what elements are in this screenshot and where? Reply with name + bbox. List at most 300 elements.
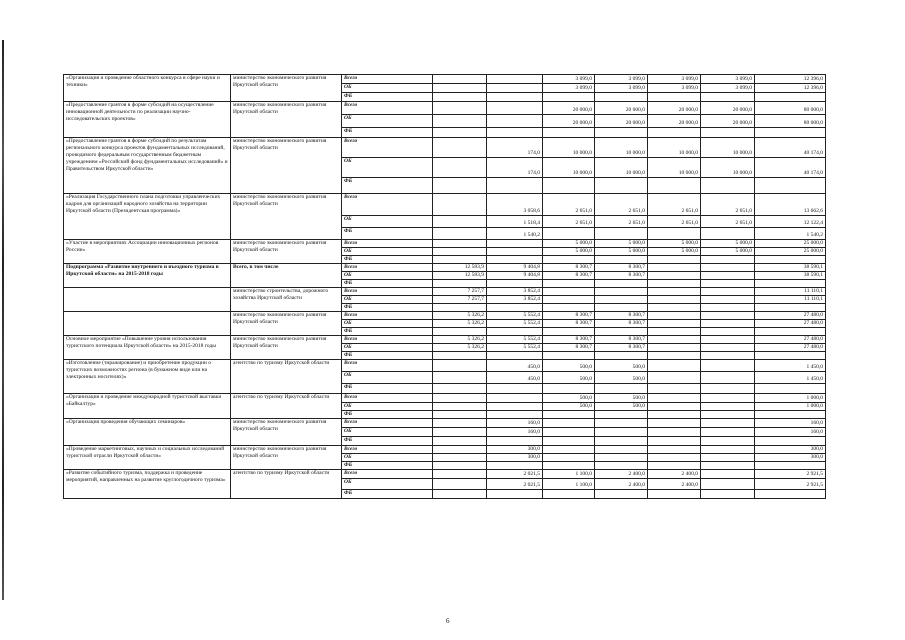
year-value: 300,0 (487, 446, 543, 454)
year-value (543, 93, 595, 102)
year-value (543, 446, 595, 454)
funding-source: ФБ (342, 93, 433, 102)
funding-source: ФБ (342, 328, 433, 336)
year-value (701, 128, 755, 138)
year-value (701, 178, 755, 194)
year-value (543, 178, 595, 194)
year-value: 500,0 (595, 372, 648, 384)
year-value (595, 490, 648, 499)
executor: министерство экономического развития Иркутской области (231, 312, 342, 336)
executor: министерство экономического развития Иркутской области (231, 102, 342, 138)
year-value: 8 300,7 (543, 312, 595, 320)
year-value: 2 651,0 (543, 194, 595, 216)
measure-name: «Организация и проведение областного конкурса в сфере науки и техники» (64, 75, 231, 102)
year-value (701, 446, 755, 454)
year-value (595, 384, 648, 394)
year-value (595, 178, 648, 194)
year-value (543, 280, 595, 288)
year-value: 2 651,0 (648, 194, 701, 216)
year-value (595, 288, 648, 296)
total-value: 300,0 (755, 446, 826, 454)
total-value: 40 174,0 (755, 158, 826, 178)
year-value (595, 437, 648, 446)
year-value (433, 437, 487, 446)
year-value (487, 437, 543, 446)
year-value: 500,0 (595, 360, 648, 372)
year-value: 3 099,0 (701, 84, 755, 93)
year-value (701, 272, 755, 280)
year-value (701, 336, 755, 344)
year-value (648, 264, 701, 272)
table-row (64, 264, 826, 272)
year-value (595, 419, 648, 428)
year-value: 20 000,0 (648, 115, 701, 128)
year-value (701, 384, 755, 394)
year-value (701, 288, 755, 296)
year-value: 2 651,0 (595, 216, 648, 228)
executor: министерство экономического развития Иркутской области (231, 75, 342, 102)
year-value: 8 300,7 (543, 336, 595, 344)
table-body (64, 75, 826, 499)
total-value (755, 411, 826, 419)
year-value (487, 304, 543, 312)
year-value (433, 240, 487, 248)
year-value: 5 326,2 (433, 344, 487, 352)
total-value: 27 480,0 (755, 320, 826, 328)
total-value: 1 000,0 (755, 403, 826, 411)
funding-source: ОБ (342, 454, 433, 462)
year-value (701, 360, 755, 372)
year-value (543, 490, 595, 499)
year-value (701, 304, 755, 312)
funding-source: ФБ (342, 411, 433, 419)
year-value (648, 403, 701, 411)
total-value: 25 000,0 (755, 240, 826, 248)
year-value: 5 552,4 (487, 312, 543, 320)
funding-source: ФБ (342, 304, 433, 312)
year-value: 5 000,0 (543, 248, 595, 256)
year-value (701, 462, 755, 470)
year-value (487, 256, 543, 264)
year-value (543, 454, 595, 462)
executor: министерство экономического развития Иркутской области (231, 138, 342, 194)
year-value (648, 372, 701, 384)
table-row (64, 102, 826, 115)
year-value (595, 328, 648, 336)
funding-source: Всего (342, 75, 433, 84)
year-value: 10 000,0 (701, 158, 755, 178)
year-value: 500,0 (595, 394, 648, 403)
year-value: 2 021,5 (487, 479, 543, 490)
measure-name: «Участие в мероприятиях Ассоциации инновационных регионов России» (64, 240, 231, 264)
year-value: 174,0 (487, 138, 543, 158)
year-value: 10 000,0 (543, 158, 595, 178)
year-value (701, 264, 755, 272)
measure-name: «Проведение маркетинговых, научных и социальных исследований туристской отрасли Иркутской области» (64, 446, 231, 470)
year-value: 450,0 (487, 372, 543, 384)
year-value (701, 454, 755, 462)
year-value (433, 462, 487, 470)
year-value (433, 102, 487, 115)
year-value (648, 360, 701, 372)
year-value: 1 518,4 (487, 216, 543, 228)
year-value: 10 000,0 (543, 138, 595, 158)
funding-source: ФБ (342, 178, 433, 194)
table-row (64, 446, 826, 454)
funding-source: ОБ (342, 428, 433, 437)
year-value: 3 099,0 (648, 84, 701, 93)
year-value (543, 428, 595, 437)
year-value: 3 058,6 (487, 194, 543, 216)
year-value: 300,0 (487, 454, 543, 462)
year-value (701, 296, 755, 304)
total-value: 38 590,1 (755, 272, 826, 280)
table-row (64, 288, 826, 296)
table-row (64, 194, 826, 216)
year-value (648, 336, 701, 344)
year-value (433, 178, 487, 194)
year-value (543, 296, 595, 304)
total-value: 1 540,2 (755, 228, 826, 240)
year-value (595, 256, 648, 264)
executor: министерство экономического развития Иркутской области (231, 240, 342, 264)
year-value (487, 75, 543, 84)
year-value (543, 352, 595, 360)
total-value: 40 174,0 (755, 138, 826, 158)
year-value: 2 400,0 (595, 470, 648, 479)
year-value: 5 326,2 (433, 336, 487, 344)
year-value (701, 372, 755, 384)
funding-source: ОБ (342, 272, 433, 280)
table-row (64, 394, 826, 403)
year-value (433, 384, 487, 394)
year-value: 20 000,0 (543, 102, 595, 115)
total-value (755, 490, 826, 499)
year-value: 8 300,7 (543, 272, 595, 280)
year-value (433, 128, 487, 138)
total-value: 2 921,5 (755, 479, 826, 490)
measure-name: «Развитие событийного туризма, поддержка и проведение мероприятий, направленных на развитие круглогодичного туризма» (64, 470, 231, 499)
year-value (433, 93, 487, 102)
year-value: 8 300,7 (543, 344, 595, 352)
year-value (595, 411, 648, 419)
year-value (433, 394, 487, 403)
year-value (701, 93, 755, 102)
total-value (755, 304, 826, 312)
total-value (755, 462, 826, 470)
measure-name (64, 288, 231, 312)
year-value: 5 000,0 (595, 248, 648, 256)
budget-table (63, 74, 826, 499)
year-value: 3 099,0 (543, 75, 595, 84)
funding-source: Всего (342, 419, 433, 428)
year-value (543, 384, 595, 394)
year-value: 20 000,0 (701, 102, 755, 115)
funding-source: ОБ (342, 403, 433, 411)
year-value: 5 552,4 (487, 320, 543, 328)
year-value (487, 411, 543, 419)
year-value (595, 93, 648, 102)
year-value (487, 115, 543, 128)
funding-source: Всего (342, 312, 433, 320)
year-value: 3 099,0 (701, 75, 755, 84)
funding-source: Всего (342, 288, 433, 296)
year-value (433, 411, 487, 419)
year-value (543, 437, 595, 446)
total-value: 1 450,0 (755, 372, 826, 384)
year-value: 500,0 (543, 394, 595, 403)
year-value (543, 462, 595, 470)
year-value (433, 490, 487, 499)
year-value (433, 194, 487, 216)
year-value: 3 099,0 (648, 75, 701, 84)
executor: агентство по туризму Иркутской области (231, 470, 342, 499)
year-value: 500,0 (543, 372, 595, 384)
funding-source: ФБ (342, 228, 433, 240)
year-value (433, 479, 487, 490)
year-value (487, 240, 543, 248)
year-value (595, 304, 648, 312)
year-value: 8 300,7 (595, 272, 648, 280)
table-row (64, 336, 826, 344)
year-value (701, 403, 755, 411)
year-value: 5 326,2 (433, 312, 487, 320)
year-value (433, 256, 487, 264)
year-value (701, 280, 755, 288)
funding-source: ОБ (342, 479, 433, 490)
year-value: 7 257,7 (433, 296, 487, 304)
executor: Всего, в том числе (231, 264, 342, 288)
year-value (433, 446, 487, 454)
funding-source: Всего (342, 102, 433, 115)
year-value (648, 394, 701, 403)
year-value (595, 228, 648, 240)
year-value (487, 394, 543, 403)
year-value: 5 000,0 (701, 248, 755, 256)
funding-source: Всего (342, 336, 433, 344)
year-value (648, 384, 701, 394)
year-value (487, 490, 543, 499)
year-value: 3 099,0 (595, 84, 648, 93)
total-value (755, 280, 826, 288)
year-value (543, 304, 595, 312)
year-value: 12 583,9 (433, 272, 487, 280)
funding-source: ФБ (342, 462, 433, 470)
year-value: 9 404,8 (487, 272, 543, 280)
year-value (487, 462, 543, 470)
year-value (487, 93, 543, 102)
year-value: 1 100,0 (543, 479, 595, 490)
year-value: 5 000,0 (648, 240, 701, 248)
year-value (595, 280, 648, 288)
year-value (595, 352, 648, 360)
total-value: 13 662,6 (755, 194, 826, 216)
year-value: 3 852,4 (487, 296, 543, 304)
year-value (433, 403, 487, 411)
table-row (64, 240, 826, 248)
funding-source: ОБ (342, 115, 433, 128)
total-value (755, 437, 826, 446)
table-row (64, 138, 826, 158)
total-value (755, 352, 826, 360)
table-row (64, 419, 826, 428)
funding-source: ОБ (342, 296, 433, 304)
year-value (433, 304, 487, 312)
year-value: 8 300,7 (595, 264, 648, 272)
year-value (487, 178, 543, 194)
year-value (701, 470, 755, 479)
year-value: 2 400,0 (648, 479, 701, 490)
year-value: 9 404,8 (487, 264, 543, 272)
year-value (487, 280, 543, 288)
year-value (433, 328, 487, 336)
year-value: 2 021,5 (487, 470, 543, 479)
year-value (648, 328, 701, 336)
year-value (433, 470, 487, 479)
total-value (755, 128, 826, 138)
year-value: 2 651,0 (543, 216, 595, 228)
total-value: 38 590,1 (755, 264, 826, 272)
funding-source: Всего (342, 470, 433, 479)
total-value (755, 328, 826, 336)
year-value: 20 000,0 (595, 115, 648, 128)
year-value (595, 462, 648, 470)
measure-name (64, 312, 231, 336)
funding-source: Всего (342, 360, 433, 372)
year-value (701, 320, 755, 328)
year-value: 8 300,7 (543, 320, 595, 328)
year-value: 2 651,0 (701, 194, 755, 216)
year-value (487, 403, 543, 411)
year-value: 3 099,0 (595, 75, 648, 84)
year-value: 5 552,4 (487, 344, 543, 352)
year-value (648, 352, 701, 360)
year-value: 5 000,0 (543, 240, 595, 248)
total-value (755, 256, 826, 264)
total-value (755, 93, 826, 102)
year-value: 7 257,7 (433, 288, 487, 296)
year-value (701, 394, 755, 403)
year-value (487, 248, 543, 256)
table-row (64, 312, 826, 320)
year-value: 10 000,0 (595, 138, 648, 158)
funding-source: Всего (342, 194, 433, 216)
year-value: 2 400,0 (648, 470, 701, 479)
year-value (701, 344, 755, 352)
year-value (433, 360, 487, 372)
year-value (433, 158, 487, 178)
year-value (648, 428, 701, 437)
year-value (487, 102, 543, 115)
total-value: 1 000,0 (755, 394, 826, 403)
year-value (701, 228, 755, 240)
total-value: 80 000,0 (755, 102, 826, 115)
year-value: 160,0 (487, 419, 543, 428)
total-value: 27 480,0 (755, 312, 826, 320)
year-value (648, 446, 701, 454)
year-value: 2 651,0 (595, 194, 648, 216)
funding-source: Всего (342, 394, 433, 403)
year-value: 20 000,0 (648, 102, 701, 115)
year-value (543, 288, 595, 296)
year-value (701, 490, 755, 499)
scan-margin-line (2, 40, 4, 600)
year-value (701, 479, 755, 490)
total-value: 11 110,1 (755, 288, 826, 296)
page-number: 6 (446, 617, 450, 625)
year-value: 5 326,2 (433, 320, 487, 328)
year-value (648, 411, 701, 419)
year-value: 3 852,4 (487, 288, 543, 296)
executor: агентство по туризму Иркутской области (231, 360, 342, 394)
year-value (433, 115, 487, 128)
year-value (648, 93, 701, 102)
total-value: 80 000,0 (755, 115, 826, 128)
year-value (487, 384, 543, 394)
funding-source: Всего (342, 264, 433, 272)
total-value: 1 450,0 (755, 360, 826, 372)
executor: министерство строительства, дорожного хозяйства Иркутской области (231, 288, 342, 312)
funding-source: ОБ (342, 372, 433, 384)
year-value: 8 300,7 (595, 344, 648, 352)
funding-source: Всего (342, 446, 433, 454)
executor: министерство экономического развития Иркутской области (231, 419, 342, 446)
year-value (433, 75, 487, 84)
funding-source: ФБ (342, 437, 433, 446)
year-value (701, 411, 755, 419)
year-value (543, 228, 595, 240)
year-value (648, 128, 701, 138)
year-value: 160,0 (487, 428, 543, 437)
year-value (648, 228, 701, 240)
year-value (701, 428, 755, 437)
year-value: 2 651,0 (701, 216, 755, 228)
funding-source: ФБ (342, 490, 433, 499)
year-value (648, 320, 701, 328)
year-value (487, 328, 543, 336)
year-value (648, 178, 701, 194)
year-value (648, 256, 701, 264)
funding-source: ОБ (342, 158, 433, 178)
year-value (433, 248, 487, 256)
table-row (64, 470, 826, 479)
year-value: 8 300,7 (595, 312, 648, 320)
year-value: 8 300,7 (595, 320, 648, 328)
total-value (755, 178, 826, 194)
year-value: 3 099,0 (543, 84, 595, 93)
year-value: 20 000,0 (595, 102, 648, 115)
measure-name: «Организация и проведение международной туристской выставки «Байкалтур» (64, 394, 231, 419)
year-value (433, 138, 487, 158)
year-value (595, 454, 648, 462)
year-value: 500,0 (595, 403, 648, 411)
year-value: 5 000,0 (595, 240, 648, 248)
year-value (433, 454, 487, 462)
year-value: 500,0 (543, 403, 595, 411)
year-value (487, 352, 543, 360)
total-value: 12 396,0 (755, 75, 826, 84)
year-value (433, 352, 487, 360)
year-value (648, 304, 701, 312)
total-value (755, 384, 826, 394)
year-value (701, 437, 755, 446)
year-value (648, 288, 701, 296)
year-value: 450,0 (487, 360, 543, 372)
year-value (543, 128, 595, 138)
year-value (543, 411, 595, 419)
year-value (543, 419, 595, 428)
measure-name: «Предоставление грантов в форме субсидий по результатам регионального конкурса проектов фундаментальных исследований, проводимого федеральным государственным бюджетным учреждением «Российский фонд фундаментальных исследований» и Правительством Иркутской области» (64, 138, 231, 194)
